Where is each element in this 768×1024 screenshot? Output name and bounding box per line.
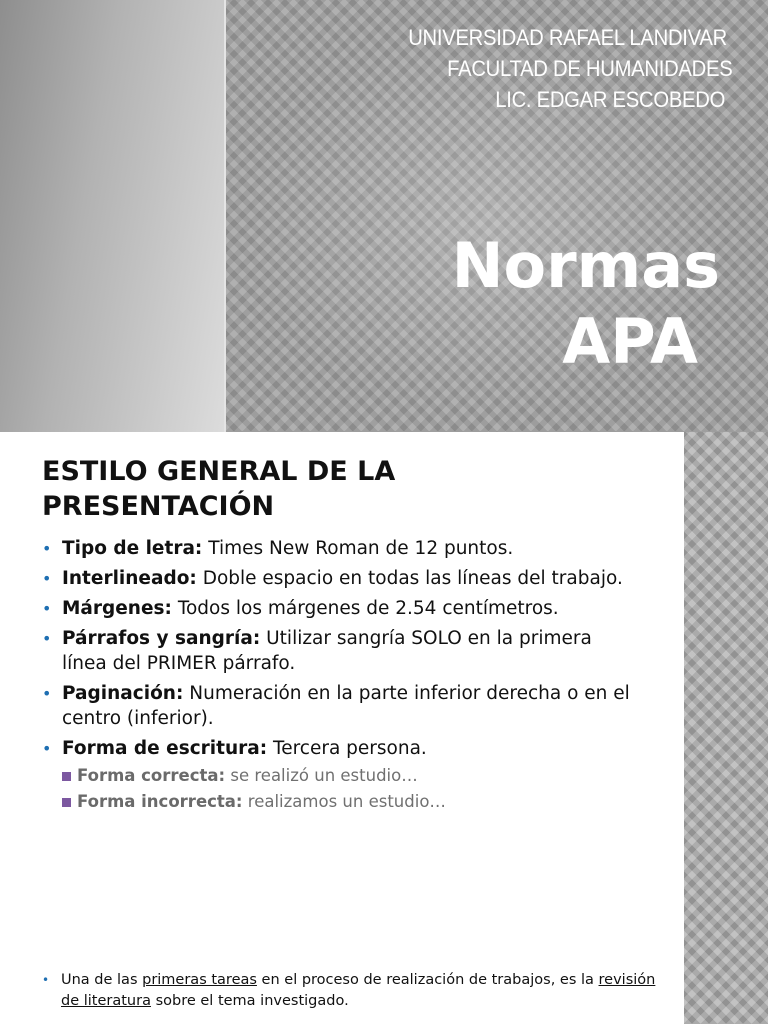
bullet-text: Numeración en la parte inferior derecha o en el centro (inferior).	[62, 683, 630, 729]
sub-label: Forma incorrecta:	[77, 792, 243, 811]
institution-header	[408, 22, 732, 115]
bullet-label: Tipo de letra:	[62, 538, 203, 559]
bullet-label: Márgenes:	[62, 598, 172, 619]
square-bullet-icon	[62, 772, 71, 781]
slide-title	[452, 228, 720, 380]
bullet-icon: •	[42, 599, 52, 618]
bullet-icon: •	[42, 539, 52, 558]
sub-item-incorrect	[62, 789, 642, 815]
content-title-line-2: PRESENTACIÓN	[42, 491, 275, 522]
bullet-icon: •	[42, 569, 52, 588]
left-gradient-panel	[0, 0, 224, 432]
note-text-3: sobre el tema investigado.	[150, 993, 349, 1009]
sub-text: se realizó un estudio…	[225, 766, 418, 785]
style-bullet-list	[42, 536, 642, 820]
bullet-icon: •	[42, 973, 50, 987]
bullet-label: Forma de escritura:	[62, 738, 268, 759]
square-bullet-icon	[62, 798, 71, 807]
sub-text: realizamos un estudio…	[242, 792, 446, 811]
bullet-label: Párrafos y sangría:	[62, 628, 261, 649]
bullet-text: Utilizar sangría SOLO en la primera línea del PRIMER párrafo.	[62, 628, 592, 674]
note-link-primeras-tareas[interactable]: primeras tareas	[142, 972, 257, 988]
bullet-item-pagination	[42, 681, 642, 731]
bullet-item-spacing	[42, 566, 642, 591]
title-line-1: Normas	[451, 229, 720, 302]
note-text-2: en el proceso de realización de trabajos, es la	[256, 972, 599, 988]
note-link-revision-literatura[interactable]: revisión de literatura	[61, 972, 656, 1009]
writing-sub-list	[62, 763, 642, 815]
bullet-text: Doble espacio en todas las líneas del trabajo.	[196, 568, 623, 589]
bullet-text: Tercera persona.	[267, 738, 427, 759]
content-title-line-1: ESTILO GENERAL DE LA	[42, 456, 396, 487]
content-slide	[0, 432, 768, 1024]
content-title	[42, 454, 642, 524]
bullet-icon: •	[42, 739, 52, 758]
bullet-icon: •	[42, 629, 52, 648]
bullet-item-indent	[42, 626, 642, 676]
bullet-icon: •	[42, 684, 52, 703]
university-name: UNIVERSIDAD RAFAEL LANDIVAR	[407, 25, 727, 50]
bullet-text: Todos los márgenes de 2.54 centímetros.	[171, 598, 559, 619]
bullet-label: Interlineado:	[62, 568, 197, 589]
bullet-label: Paginación:	[62, 683, 184, 704]
title-line-2: APA	[562, 305, 698, 378]
sub-label: Forma correcta:	[77, 766, 226, 785]
faculty-name: FACULTAD DE HUMANIDADES	[446, 56, 732, 81]
bullet-text: Times New Roman de 12 puntos.	[202, 538, 514, 559]
note-text-1: Una de las	[61, 972, 143, 988]
bullet-item-margins	[42, 596, 642, 621]
sub-item-correct	[62, 763, 642, 789]
patterned-side-strip	[684, 432, 768, 1024]
author-name: LIC. EDGAR ESCOBEDO	[494, 87, 725, 112]
footnote	[42, 970, 661, 1012]
bullet-item-writing	[42, 736, 642, 815]
bullet-item-font	[42, 536, 642, 561]
title-slide	[0, 0, 768, 432]
